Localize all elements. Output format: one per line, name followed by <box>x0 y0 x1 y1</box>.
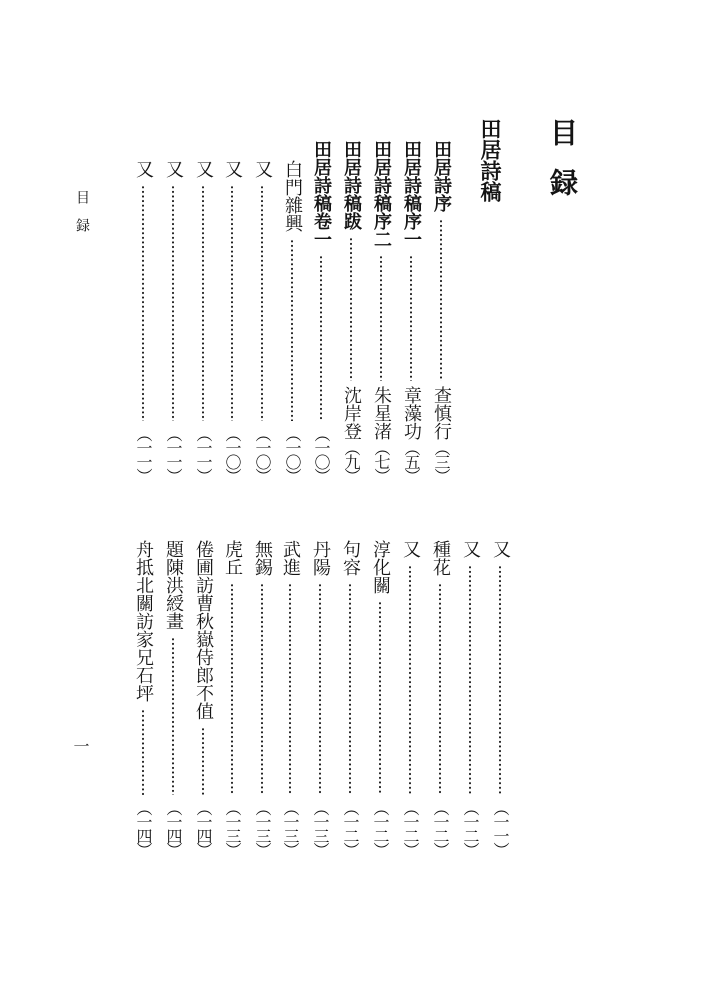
entry-title: 武進 <box>280 540 301 576</box>
dot-leader <box>439 219 443 381</box>
entry-title: 淳化關 <box>370 540 391 594</box>
toc-entry <box>398 540 422 856</box>
entry-page-number: （一一） <box>134 426 153 482</box>
entry-title: 田居詩序 <box>431 140 452 212</box>
entry-page-number: （一一） <box>491 800 510 856</box>
entry-page-number: （一一） <box>164 426 183 482</box>
dot-leader <box>141 185 145 421</box>
entry-title: 又 <box>460 540 481 558</box>
entry-page-number: （一二） <box>341 800 360 856</box>
dot-leader <box>230 583 234 795</box>
toc-entry <box>191 540 215 856</box>
entry-page-number: （一二） <box>401 800 420 856</box>
entry-title: 又 <box>252 160 273 178</box>
entry-title: 丹陽 <box>310 540 331 576</box>
entry-page-number: （一一） <box>194 426 213 482</box>
entry-page-number: （一三） <box>281 800 300 856</box>
entry-page-number: （一〇） <box>223 426 242 482</box>
entry-title: 舟抵北關訪家兄石坪 <box>133 540 154 702</box>
toc-entry <box>338 540 362 856</box>
entry-title: 題陳洪綬畫 <box>163 540 184 630</box>
toc-entry <box>161 540 185 856</box>
dot-leader <box>260 583 264 795</box>
entry-title: 倦圃訪曹秋嶽侍郎不值 <box>193 540 214 720</box>
dot-leader <box>290 239 294 421</box>
entry-page-number: （一二） <box>431 800 450 856</box>
toc-entry <box>369 140 393 482</box>
entry-author: 沈岸登 <box>341 386 362 440</box>
entry-page-number: （一四） <box>164 800 183 856</box>
toc-entry <box>308 540 332 856</box>
dot-leader <box>378 601 382 795</box>
dot-leader <box>141 709 145 795</box>
toc-entry <box>220 160 244 482</box>
toc-entry <box>250 160 274 482</box>
dot-leader <box>201 727 205 795</box>
entry-title: 田居詩稿序二 <box>371 140 392 248</box>
entry-author: 朱星渚 <box>371 386 392 440</box>
folio-page-number: 一 <box>71 738 90 754</box>
toc-entry <box>220 540 244 856</box>
dot-leader <box>498 565 502 795</box>
entry-author: 查慎行 <box>431 386 452 440</box>
entry-title: 虎丘 <box>222 540 243 576</box>
entry-page-number: （一二） <box>461 800 480 856</box>
entry-title: 田居詩稿序一 <box>401 140 422 248</box>
toc-entry <box>339 140 363 482</box>
entry-title: 田居詩稿跋 <box>341 140 362 230</box>
entry-page-number: （一二） <box>371 800 390 856</box>
page-title: 目録 <box>546 118 579 218</box>
dot-leader <box>319 255 323 421</box>
entry-page-number: （五） <box>402 440 421 482</box>
entry-title: 田居詩稿卷一 <box>311 140 332 248</box>
toc-entry <box>488 540 512 856</box>
toc-entry <box>250 540 274 856</box>
dot-leader <box>379 255 383 381</box>
toc-entry <box>280 160 304 482</box>
entry-title: 又 <box>222 160 243 178</box>
entry-page-number: （一三） <box>223 800 242 856</box>
toc-entry <box>278 540 302 856</box>
section-title: 田居詩稿 <box>478 118 502 202</box>
entry-page-number: （七） <box>372 440 391 482</box>
toc-entry <box>368 540 392 856</box>
entry-page-number: （一〇） <box>312 426 331 482</box>
entry-page-number: （一〇） <box>253 426 272 482</box>
dot-leader <box>468 565 472 795</box>
entry-title: 又 <box>163 160 184 178</box>
toc-entry <box>428 540 452 856</box>
entry-title: 種花 <box>430 540 451 576</box>
toc-entry <box>458 540 482 856</box>
dot-leader <box>408 565 412 795</box>
entry-page-number: （三） <box>432 440 451 482</box>
toc-entry <box>161 160 185 482</box>
dot-leader <box>349 237 353 381</box>
entry-title: 無錫 <box>252 540 273 576</box>
dot-leader <box>318 583 322 795</box>
toc-entry <box>191 160 215 482</box>
dot-leader <box>409 255 413 381</box>
dot-leader <box>201 185 205 421</box>
entry-page-number: （一四） <box>194 800 213 856</box>
entry-title: 又 <box>490 540 511 558</box>
entry-title: 又 <box>400 540 421 558</box>
dot-leader <box>260 185 264 421</box>
entry-page-number: （一三） <box>311 800 330 856</box>
entry-page-number: （一〇） <box>283 426 302 482</box>
dot-leader <box>438 583 442 795</box>
toc-entry <box>131 160 155 482</box>
dot-leader <box>348 583 352 795</box>
toc-entry <box>309 140 333 482</box>
toc-entry <box>429 140 453 482</box>
toc-entry <box>131 540 155 856</box>
entry-author: 章藻功 <box>401 386 422 440</box>
dot-leader <box>171 185 175 421</box>
entry-title: 句容 <box>340 540 361 576</box>
running-head: 目録 <box>74 190 90 246</box>
entry-title: 又 <box>133 160 154 178</box>
entry-page-number: （一三） <box>253 800 272 856</box>
dot-leader <box>171 637 175 795</box>
entry-title: 白門雜興 <box>282 160 303 232</box>
entry-title: 又 <box>193 160 214 178</box>
entry-page-number: （一四） <box>134 800 153 856</box>
entry-page-number: （九） <box>342 440 361 482</box>
dot-leader <box>230 185 234 421</box>
toc-entry <box>399 140 423 482</box>
dot-leader <box>288 583 292 795</box>
